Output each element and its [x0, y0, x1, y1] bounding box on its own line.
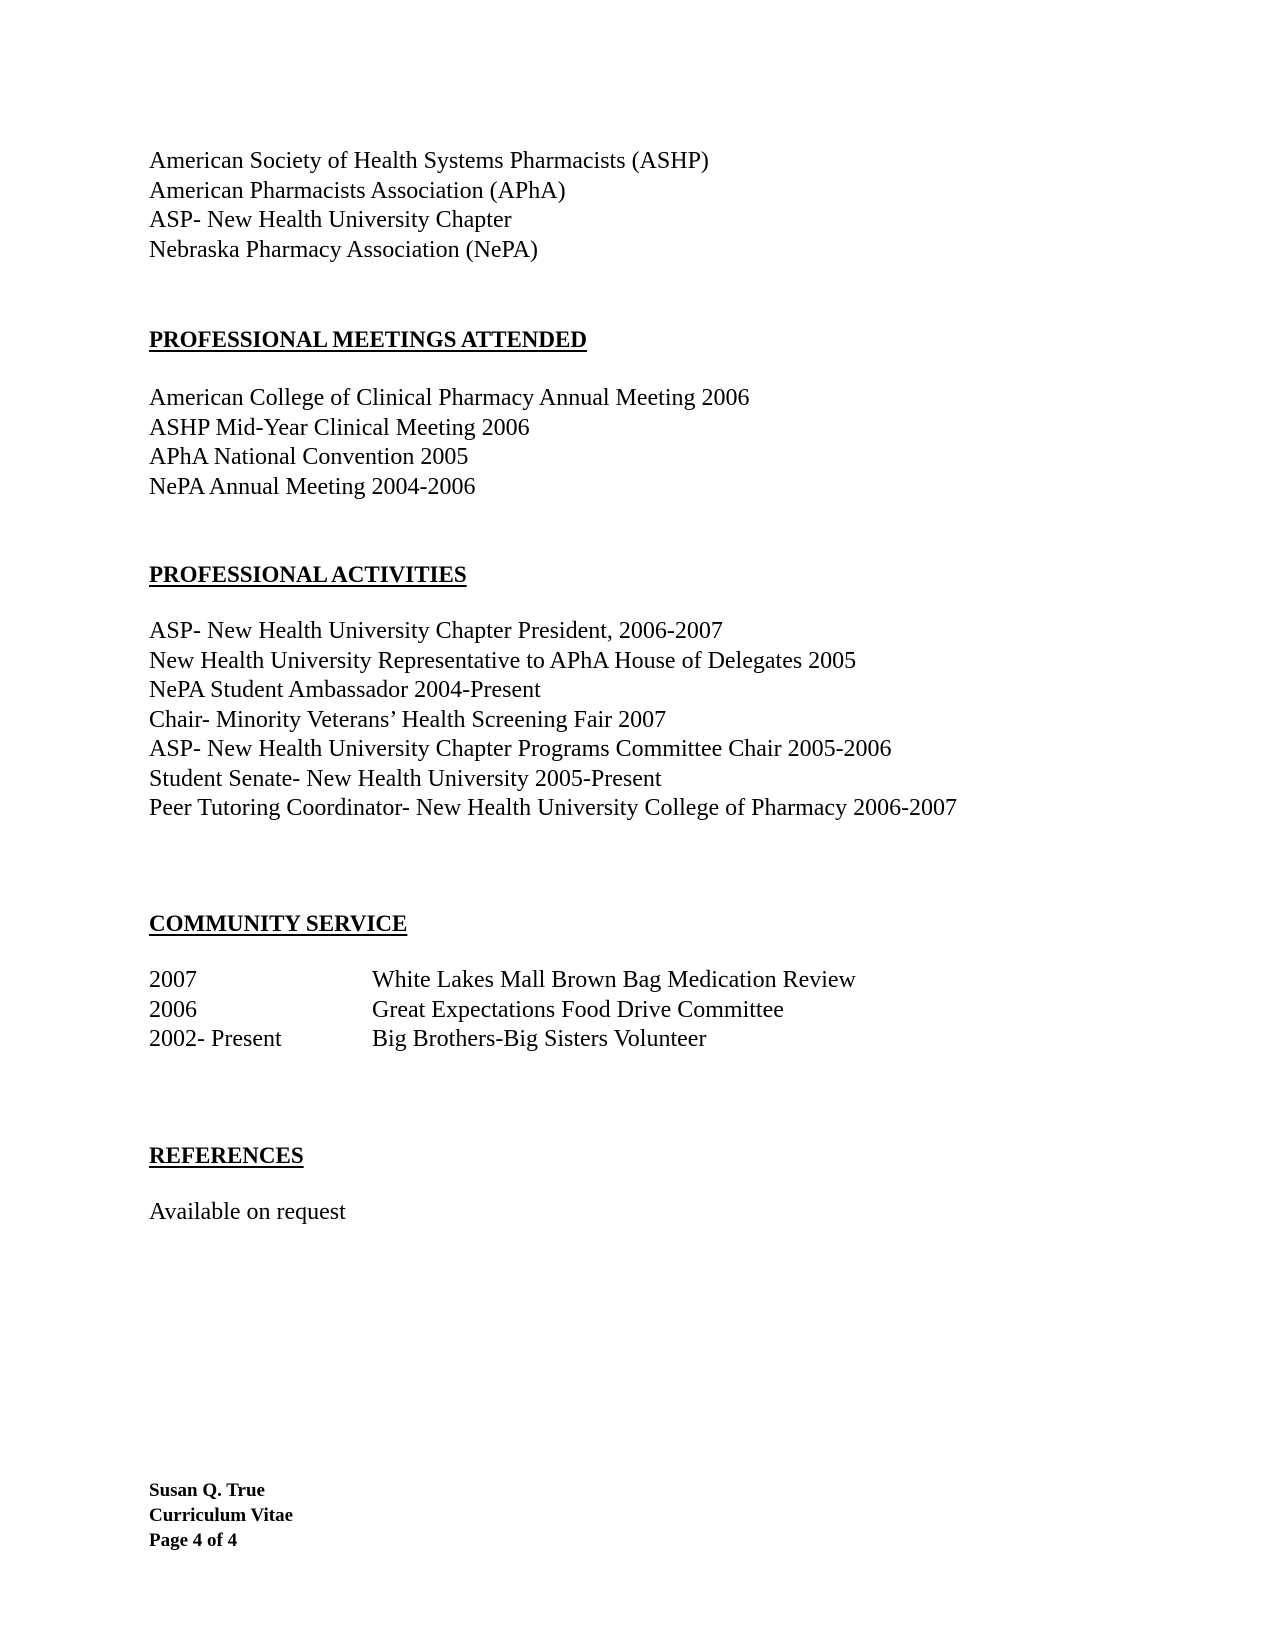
activities-list [149, 617, 957, 824]
activities-section [149, 561, 467, 589]
community-row [149, 996, 856, 1026]
membership-item: ASP- New Health University Chapter [149, 207, 512, 233]
references-section [149, 1142, 304, 1170]
community-table [149, 966, 856, 1055]
meeting-item: American College of Clinical Pharmacy Annual Meeting 2006 [149, 385, 750, 411]
meeting-item: NePA Annual Meeting 2004-2006 [149, 473, 476, 500]
community-heading: COMMUNITY SERVICE [149, 911, 408, 936]
activity-item: ASP- New Health University Chapter President, 2006-2007 [149, 618, 723, 644]
footer-name: Susan Q. True [149, 1480, 265, 1501]
references-text: Available on request [149, 1199, 346, 1225]
membership-item: American Pharmacists Association (APhA) [149, 177, 566, 204]
activity-item: New Health University Representative to APhA House of Delegates 2005 [149, 647, 857, 674]
community-desc: Great Expectations Food Drive Committee [372, 996, 784, 1023]
references-body [149, 1198, 346, 1228]
activity-item: Student Senate- New Health University 2005-Present [149, 765, 662, 792]
meeting-item: APhA National Convention 2005 [149, 444, 469, 470]
community-year: 2006 [149, 996, 197, 1023]
community-year: 2002- Present [149, 1026, 282, 1052]
activity-item: Peer Tutoring Coordinator- New Health University College of Pharmacy 2006-2007 [149, 795, 958, 821]
footer-page-number: Page 4 of 4 [149, 1530, 238, 1551]
references-heading: REFERENCES [149, 1143, 304, 1168]
community-section [149, 910, 407, 938]
page-footer [149, 1478, 293, 1553]
community-row [149, 966, 856, 996]
membership-item: Nebraska Pharmacy Association (NePA) [149, 236, 539, 263]
memberships-list [149, 147, 709, 265]
meeting-item: ASHP Mid-Year Clinical Meeting 2006 [149, 414, 530, 441]
activity-item: ASP- New Health University Chapter Programs Committee Chair 2005-2006 [149, 736, 892, 762]
activity-item: NePA Student Ambassador 2004-Present [149, 677, 541, 703]
community-desc: Big Brothers-Big Sisters Volunteer [372, 1026, 707, 1052]
community-row [149, 1025, 856, 1055]
membership-item: American Society of Health Systems Pharmacists (ASHP) [149, 148, 709, 174]
activity-item: Chair- Minority Veterans’ Health Screening Fair 2007 [149, 706, 667, 733]
community-year: 2007 [149, 967, 197, 993]
meetings-list [149, 384, 750, 502]
footer-doc-title: Curriculum Vitae [149, 1505, 294, 1526]
meetings-section [149, 326, 587, 354]
community-desc: White Lakes Mall Brown Bag Medication Review [372, 967, 856, 993]
activities-heading: PROFESSIONAL ACTIVITIES [149, 562, 467, 587]
meetings-heading: PROFESSIONAL MEETINGS ATTENDED [149, 327, 587, 352]
